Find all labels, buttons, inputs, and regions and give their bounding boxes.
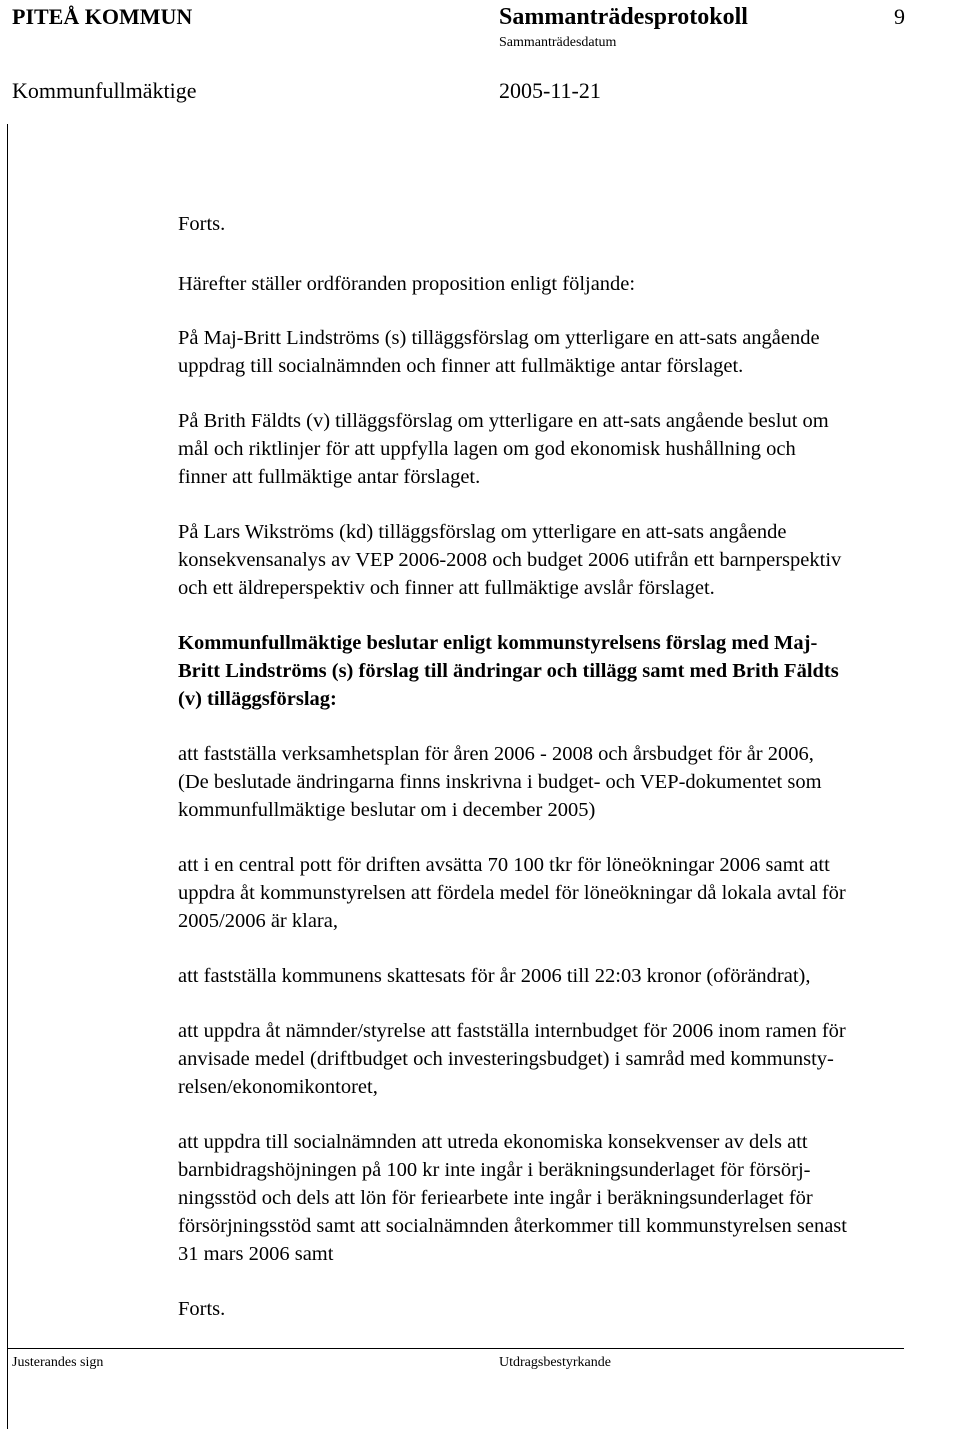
att-clause-5	[178, 1128, 960, 1268]
text-line: att uppdra till socialnämnden att utreda ekonomiska konsekvenser av dels att	[178, 1131, 808, 1153]
text-line: mål och riktlinjer för att uppfylla lagen om god ekonomisk hushållning och	[178, 438, 796, 460]
att-clause-4	[178, 1017, 960, 1101]
document-title: Sammanträdesprotokoll	[499, 4, 748, 30]
footer-justerandes-sign: Justerandes sign	[12, 1355, 104, 1370]
text-line: (v) tilläggsförslag:	[178, 688, 337, 710]
text-line: att fastställa kommunens skattesats för år 2006 till 22:03 kronor (oförändrat),	[178, 965, 811, 987]
text-line: barnbidragshöjningen på 100 kr inte ingår i beräkningsunderlaget för försörj-	[178, 1159, 811, 1181]
text-line: relsen/ekonomikontoret,	[178, 1076, 378, 1098]
text-line: 31 mars 2006 samt	[178, 1243, 334, 1265]
text-line: att fastställa verksamhetsplan för åren 2006 - 2008 och årsbudget för år 2006,	[178, 743, 814, 765]
att-clause-3	[178, 962, 960, 990]
intro-paragraph: Härefter ställer ordföranden proposition enligt följande:	[178, 273, 636, 295]
proposition-faldt	[178, 407, 960, 491]
text-line: Kommunfullmäktige beslutar enligt kommunstyrelsens förslag med Maj-	[178, 632, 818, 654]
footer-rule	[7, 1348, 904, 1349]
text-line: På Lars Wikströms (kd) tilläggsförslag om ytterligare en att-sats angående	[178, 521, 787, 543]
proposition-wikstrom	[178, 518, 960, 602]
text-line: anvisade medel (driftbudget och investeringsbudget) i samråd med kommunsty-	[178, 1048, 834, 1070]
forts-bottom: Forts.	[178, 1298, 226, 1320]
organization-name: PITEÅ KOMMUN	[12, 4, 193, 29]
decision-heading	[178, 629, 960, 713]
text-line: konsekvensanalys av VEP 2006-2008 och budget 2006 utifrån ett barnperspektiv	[178, 549, 842, 571]
text-line: att uppdra åt nämnder/styrelse att fastställa internbudget för 2006 inom ramen för	[178, 1020, 846, 1042]
body-name: Kommunfullmäktige	[12, 78, 197, 103]
text-line: finner att fullmäktige antar förslaget.	[178, 466, 481, 488]
text-line: försörjningsstöd samt att socialnämnden återkommer till kommunstyrelsen senast	[178, 1215, 847, 1237]
text-line: och ett äldreperspektiv och finner att fullmäktige avslår förslaget.	[178, 577, 715, 599]
text-line: På Brith Fäldts (v) tilläggsförslag om ytterligare en att-sats angående beslut om	[178, 410, 829, 432]
date-label: Sammanträdesdatum	[499, 35, 617, 50]
text-line: att i en central pott för driften avsätta 70 100 tkr för löneökningar 2006 samt att	[178, 854, 830, 876]
text-line: ningsstöd och dels att lön för feriearbete inte ingår i beräkningsunderlaget för	[178, 1187, 813, 1209]
meeting-date: 2005-11-21	[499, 78, 601, 103]
text-line: kommunfullmäktige beslutar om i december 2005)	[178, 799, 596, 821]
att-clause-1	[178, 740, 960, 824]
forts-top: Forts.	[178, 213, 226, 235]
page-number: 9	[894, 4, 905, 29]
margin-rule	[7, 124, 8, 1429]
text-line: 2005/2006 är klara,	[178, 910, 338, 932]
footer-utdragsbestyrkande: Utdragsbestyrkande	[499, 1355, 611, 1370]
text-line: uppdra åt kommunstyrelsen att fördela medel för löneökningar då lokala avtal för	[178, 882, 846, 904]
text-line: Britt Lindströms (s) förslag till ändringar och tillägg samt med Brith Fäldts	[178, 660, 839, 682]
proposition-lindstrom	[178, 324, 960, 380]
document-body	[178, 210, 960, 1323]
text-line: På Maj-Britt Lindströms (s) tilläggsförslag om ytterligare en att-sats angående	[178, 327, 820, 349]
text-line: (De beslutade ändringarna finns inskrivna i budget- och VEP-dokumentet som	[178, 771, 822, 793]
text-line: uppdrag till socialnämnden och finner att fullmäktige antar förslaget.	[178, 355, 744, 377]
att-clause-2	[178, 851, 960, 935]
